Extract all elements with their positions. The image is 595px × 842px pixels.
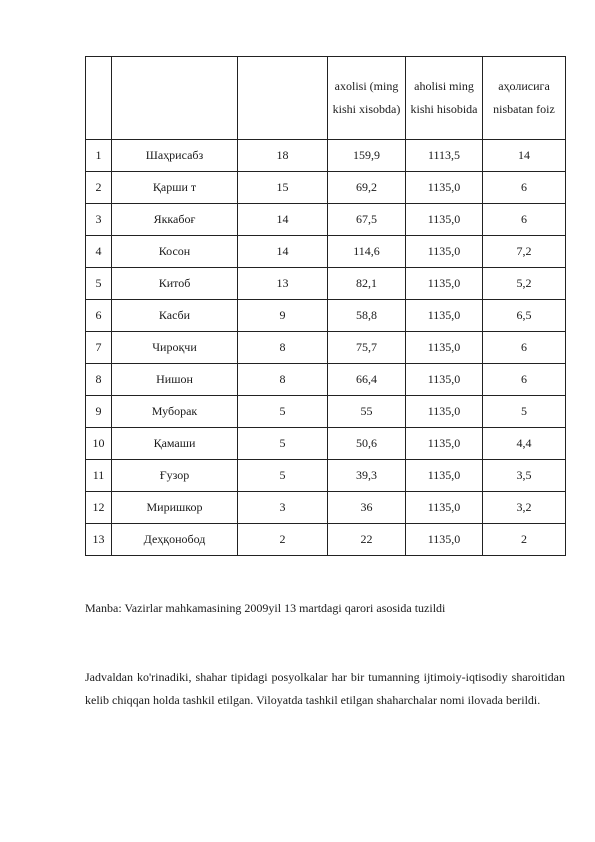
table-cell: 7 [86,332,112,364]
table-cell: Чироқчи [112,332,238,364]
header-cell [238,57,328,140]
table-cell: Қамаши [112,428,238,460]
table-cell: Муборак [112,396,238,428]
table-cell: 18 [238,140,328,172]
table-cell: Қарши т [112,172,238,204]
table-cell: 69,2 [328,172,406,204]
table-row [86,428,566,460]
table-row [86,300,566,332]
table-row [86,332,566,364]
table-cell: 75,7 [328,332,406,364]
table-cell: 1135,0 [406,236,483,268]
table-cell: 58,8 [328,300,406,332]
table-cell: 3 [86,204,112,236]
statistics-table [85,56,566,556]
table-cell: 14 [238,236,328,268]
table-cell: 4 [86,236,112,268]
table-cell: Ғузор [112,460,238,492]
table-row [86,524,566,556]
body-paragraph: Jadvaldan ko'rinadiki, shahar tipidagi posyolkalar har bir tumanning ijtimoiy-iqtisodiy sharoitidan kelib chiqqan holda tashkil etilgan. Viloyatda tashkil etilgan shaharchalar nomi ilovada berildi. [85,670,565,707]
table-cell: 5 [238,460,328,492]
table-header-row [86,57,566,140]
table-cell: 114,6 [328,236,406,268]
table-cell: 1 [86,140,112,172]
table-cell: 82,1 [328,268,406,300]
table-cell: 9 [86,396,112,428]
header-cell: axolisi (ming kishi xisobda) [328,57,406,140]
table-cell: Китоб [112,268,238,300]
table-cell: 1135,0 [406,460,483,492]
table-cell: 36 [328,492,406,524]
table-cell: 22 [328,524,406,556]
table-header [86,57,566,140]
table-cell: 1135,0 [406,268,483,300]
table-row [86,492,566,524]
table-cell: 3,2 [483,492,566,524]
table-row [86,396,566,428]
table-cell: 55 [328,396,406,428]
header-cell: aholisi ming kishi hisobida [406,57,483,140]
table-cell: 1135,0 [406,300,483,332]
table-cell: Миришкор [112,492,238,524]
table-cell: 12 [86,492,112,524]
table-cell: 2 [483,524,566,556]
table-cell: 1135,0 [406,172,483,204]
table-cell: 14 [483,140,566,172]
table-cell: 5,2 [483,268,566,300]
table-cell: 5 [86,268,112,300]
table-cell: 1135,0 [406,332,483,364]
table-cell: 15 [238,172,328,204]
table-row [86,140,566,172]
table-cell: 1135,0 [406,492,483,524]
table-cell: Яккабоғ [112,204,238,236]
table-cell: 6 [483,332,566,364]
table-cell: 67,5 [328,204,406,236]
table-cell: 50,6 [328,428,406,460]
table-row [86,172,566,204]
table-cell: 6 [483,172,566,204]
table-row [86,268,566,300]
table-cell: 6,5 [483,300,566,332]
table-row [86,236,566,268]
table-cell: 1113,5 [406,140,483,172]
table-row [86,460,566,492]
table-cell: 66,4 [328,364,406,396]
header-cell [86,57,112,140]
table-cell: 5 [238,428,328,460]
header-cell: аҳолисига nisbatan foiz [483,57,566,140]
table-cell: 11 [86,460,112,492]
table-cell: 39,3 [328,460,406,492]
table-cell: 1135,0 [406,396,483,428]
table-cell: Нишон [112,364,238,396]
table-cell: 9 [238,300,328,332]
table-cell: 6 [483,204,566,236]
table-row [86,204,566,236]
table-cell: 1135,0 [406,204,483,236]
table-cell: 1135,0 [406,428,483,460]
table-cell: 8 [238,364,328,396]
source-note: Manba: Vazirlar mahkamasining 2009yil 13 martdagi qarori asosida tuzildi [85,601,446,615]
table-cell: 159,9 [328,140,406,172]
header-cell [112,57,238,140]
table-cell: 2 [86,172,112,204]
table-cell: 8 [86,364,112,396]
table-cell: 1135,0 [406,524,483,556]
table-row [86,364,566,396]
table-cell: 2 [238,524,328,556]
table-cell: 6 [86,300,112,332]
table-cell: Деҳқонобод [112,524,238,556]
table-cell: 6 [483,364,566,396]
table-cell: Касби [112,300,238,332]
table-cell: Шаҳрисабз [112,140,238,172]
table-cell: 13 [86,524,112,556]
table-cell: 14 [238,204,328,236]
table-cell: Косон [112,236,238,268]
table-body [86,140,566,556]
table-cell: 5 [238,396,328,428]
table-cell: 4,4 [483,428,566,460]
table-cell: 8 [238,332,328,364]
table-cell: 7,2 [483,236,566,268]
table-cell: 1135,0 [406,364,483,396]
table-cell: 3 [238,492,328,524]
table-cell: 3,5 [483,460,566,492]
table-cell: 13 [238,268,328,300]
table-cell: 10 [86,428,112,460]
table-cell: 5 [483,396,566,428]
